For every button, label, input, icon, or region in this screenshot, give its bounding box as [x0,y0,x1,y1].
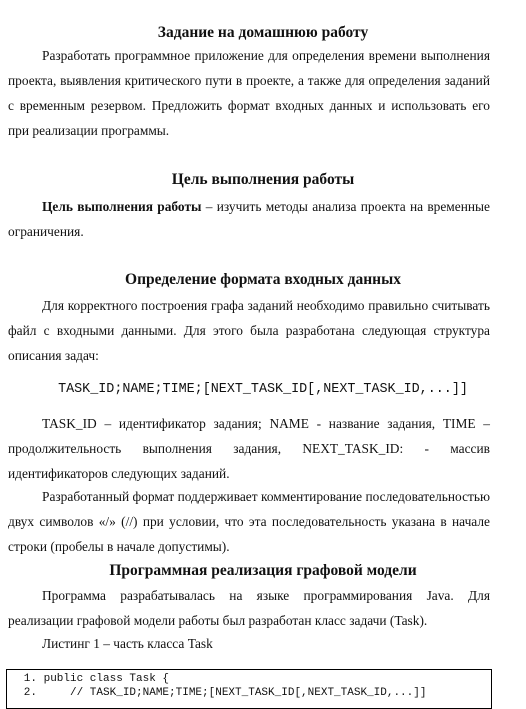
comments-paragraph: Разработанный формат поддерживает комментирование последовательностью двух символов «/» (//) при условии, что эта последовательность указана в начале строки (пробелы в начале допустимы). [8,489,490,554]
goal-bold-term: Цель выполнения работы [42,199,202,214]
input-format-paragraph: Для корректного построения графа заданий необходимо правильно считывать файл с входными данными. Для этого была разработана следующая структура описания задач: [8,298,490,363]
goal-paragraph [8,194,490,244]
listing-caption: Листинг 1 – часть класса Task [42,636,213,651]
section-title-goal: Цель выполнения работы [171,171,355,188]
code-text: // TASK_ID;NAME;TIME;[NEXT_TASK_ID[,NEXT_TASK_ID,...]] [37,687,427,699]
goal-text: – изучить методы анализа проекта на временные ограничения. [8,199,490,239]
code-listing [6,669,492,709]
format-specification: TASK_ID;NAME;TIME;[NEXT_TASK_ID[,NEXT_TASK_ID,...]] [58,382,468,397]
code-line [7,672,491,686]
line-number: 2. [23,687,37,699]
format-fields-paragraph: TASK_ID – идентификатор задания; NAME - название задания, TIME – продолжительность выполнения задания, NEXT_TASK_ID: - массив идентификаторов следующих заданий. [8,416,490,481]
implementation-paragraph: Программа разрабатывалась на языке программирования Java. Для реализации графовой модели работы был разработан класс задачи (Task). [8,588,490,628]
section-title-homework: Задание на домашнюю работу [157,24,369,41]
homework-paragraph: Разработать программное приложение для определения времени выполнения проекта, выявления критического пути в проекте, а также для определения заданий с временным резервом. Предложить формат входных данных и использовать его при реализации программы. [8,48,490,138]
line-number: 1. [23,673,37,685]
code-text: public class Task { [37,673,170,685]
code-line [7,686,491,700]
section-title-input-format: Определение формата входных данных [125,271,401,288]
section-title-implementation: Программная реализация графовой модели [109,562,417,579]
